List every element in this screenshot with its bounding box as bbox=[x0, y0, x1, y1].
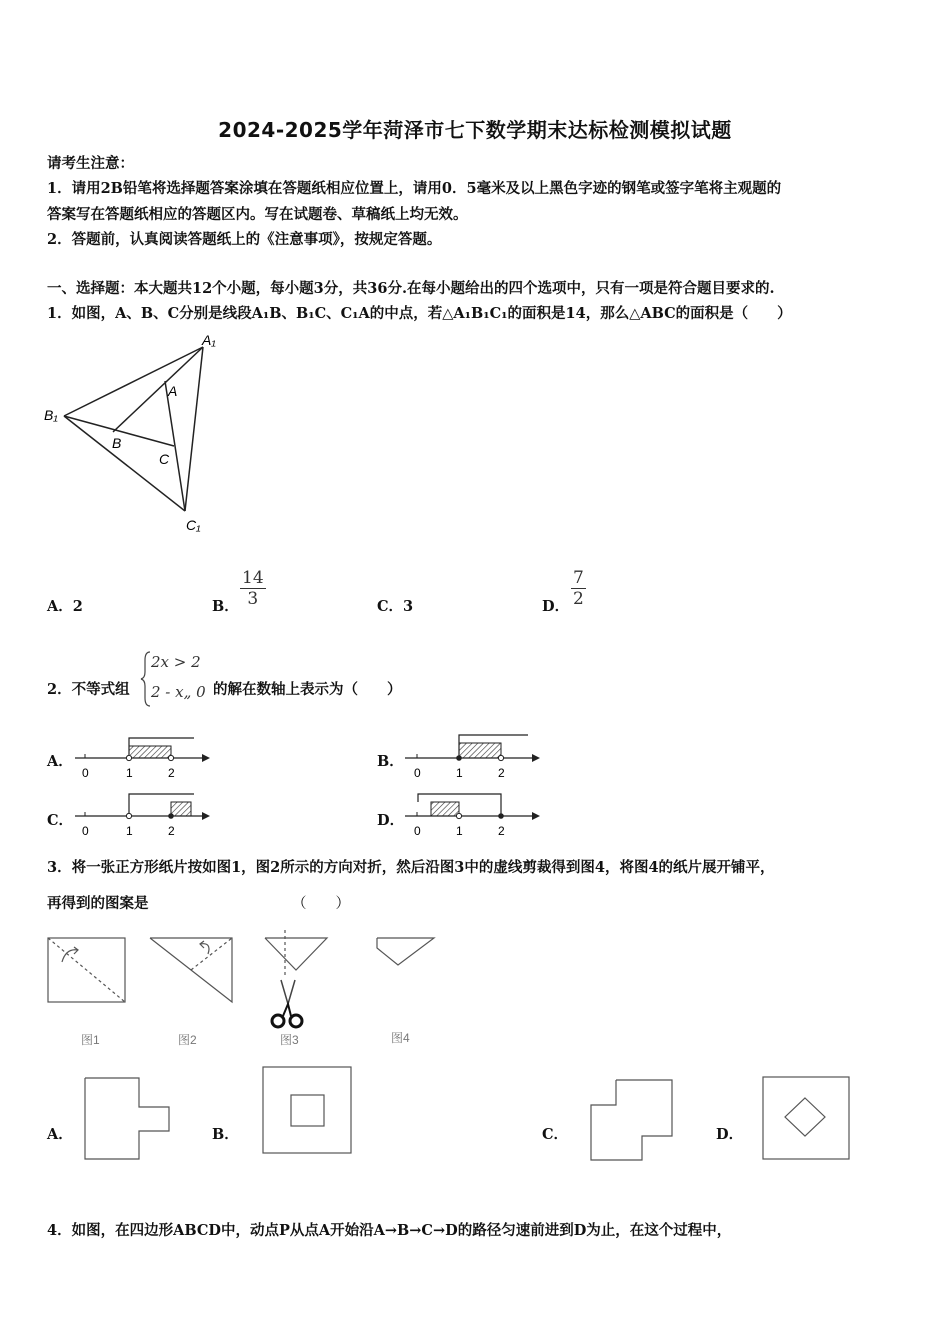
notice-line-1a: 1．请用2B铅笔将选择题答案涂填在答题纸相应位置上，请用0．5毫米及以上黑色字迹的钢笔或签字笔将主观题的 bbox=[47, 180, 782, 197]
q2-inequality-1: 2x > 2 bbox=[151, 653, 201, 671]
q2-prefix: 2．不等式组 bbox=[47, 681, 130, 698]
fig1-caption: 图1 bbox=[81, 1033, 100, 1047]
edge-a1-b1 bbox=[64, 347, 203, 416]
fig1-fold-line bbox=[48, 938, 125, 1002]
tick-2: 2 bbox=[168, 766, 175, 780]
q3-answer-paren: （ ） bbox=[292, 896, 350, 912]
q3-option-c-shape bbox=[588, 1077, 676, 1163]
q2-option-a-label[interactable]: A． bbox=[47, 753, 73, 770]
fig3-triangle bbox=[265, 938, 327, 970]
q1-option-a[interactable] bbox=[47, 595, 83, 616]
fraction-numerator: 14 bbox=[242, 568, 264, 588]
q2-option-c-label[interactable]: C． bbox=[47, 812, 74, 829]
notice-line-2: 2．答题前，认真阅读答题纸上的《注意事项》，按规定答题。 bbox=[47, 231, 442, 248]
q2-option-b-numberline bbox=[400, 730, 545, 782]
q3-option-b-label[interactable]: B． bbox=[212, 1126, 239, 1143]
q2-option-d-numberline bbox=[400, 790, 545, 842]
tick-0: 0 bbox=[414, 766, 421, 780]
fig2-fold-line bbox=[191, 938, 232, 970]
section-heading: 一、选择题：本大题共12个小题，每小题3分，共36分.在每小题给出的四个选项中，只有一项是符合题目要求的. bbox=[47, 280, 775, 297]
q2-option-a-numberline bbox=[70, 730, 215, 782]
tick-0: 0 bbox=[82, 824, 89, 838]
label-c: C bbox=[159, 451, 170, 467]
q2-inequality-2: 2 - x„ 0 bbox=[151, 683, 206, 701]
tick-2: 2 bbox=[498, 766, 505, 780]
tick-1: 1 bbox=[126, 824, 133, 838]
q3-option-c-label[interactable]: C． bbox=[542, 1126, 569, 1143]
label-b1: B₁ bbox=[44, 407, 58, 423]
q3-folding-figures bbox=[40, 930, 460, 1055]
tick-1: 1 bbox=[456, 766, 463, 780]
label-a1: A₁ bbox=[202, 332, 216, 348]
q2-option-d-label[interactable]: D． bbox=[377, 812, 405, 829]
option-label: A． bbox=[47, 598, 73, 615]
option-value: 3 bbox=[403, 598, 414, 615]
q3-option-b-shape bbox=[260, 1064, 356, 1156]
q4-stem: 4．如图，在四边形ABCD中，动点P从点A开始沿A→B→C→D的路径匀速前进到D为止，在这个过程中， bbox=[47, 1222, 732, 1239]
option-label: C． bbox=[377, 598, 404, 615]
notice-heading: 请考生注意： bbox=[47, 155, 134, 172]
edge-c1-a1 bbox=[185, 347, 203, 511]
q1-stem: 1．如图，A、B、C分别是线段A₁B、B₁C、C₁A的中点，若△A₁B₁C₁的面积是14，那么△ABC的面积是（ ） bbox=[47, 305, 792, 322]
q1-option-d-fraction bbox=[571, 568, 586, 609]
label-a: A bbox=[168, 383, 178, 399]
scissors-icon bbox=[272, 980, 302, 1027]
q2-option-c-numberline bbox=[70, 790, 215, 842]
fig3-caption: 图3 bbox=[280, 1033, 299, 1047]
q1-option-c[interactable] bbox=[377, 595, 413, 616]
fig2-caption: 图2 bbox=[178, 1033, 197, 1047]
fraction-denominator: 3 bbox=[247, 589, 259, 609]
tick-1: 1 bbox=[456, 824, 463, 838]
segment-a1-b bbox=[113, 347, 203, 432]
q3-option-a-shape bbox=[82, 1074, 172, 1164]
tick-0: 0 bbox=[414, 824, 421, 838]
fig4-caption: 图4 bbox=[391, 1031, 410, 1045]
q1-triangle-figure bbox=[40, 328, 240, 543]
fig1-arrowhead bbox=[74, 947, 78, 954]
q2-option-b-label[interactable]: B． bbox=[377, 753, 404, 770]
page-title: 2024-2025学年菏泽市七下数学期末达标检测模拟试题 bbox=[218, 118, 732, 142]
fraction-numerator: 7 bbox=[573, 568, 584, 588]
option-value: 2 bbox=[72, 598, 83, 615]
q3-option-a-label[interactable]: A． bbox=[47, 1126, 73, 1143]
q3-option-d-shape bbox=[760, 1074, 852, 1162]
fig4-shape bbox=[377, 938, 434, 965]
q2-suffix: 的解在数轴上表示为（ ） bbox=[213, 681, 402, 698]
q1-option-b-label[interactable]: B． bbox=[212, 598, 239, 615]
tick-2: 2 bbox=[498, 824, 505, 838]
q3-stem-line-2: 再得到的图案是 bbox=[47, 895, 149, 912]
tick-2: 2 bbox=[168, 824, 175, 838]
fraction-denominator: 2 bbox=[573, 589, 584, 609]
tick-0: 0 bbox=[82, 766, 89, 780]
notice-line-1b: 答案写在答题纸相应的答题区内。写在试题卷、草稿纸上均无效。 bbox=[47, 206, 468, 223]
q1-option-d-label[interactable]: D． bbox=[542, 598, 570, 615]
q3-option-d-label[interactable]: D． bbox=[716, 1126, 744, 1143]
label-b: B bbox=[112, 435, 122, 451]
segment-c1-a bbox=[165, 381, 185, 511]
q3-stem-line-1: 3．将一张正方形纸片按如图1，图2所示的方向对折，然后沿图3中的虚线剪裁得到图4，将图4的纸片展开铺平， bbox=[47, 859, 775, 876]
q1-option-b-fraction bbox=[240, 568, 266, 609]
label-c1: C₁ bbox=[186, 517, 201, 533]
tick-1: 1 bbox=[126, 766, 133, 780]
fig2-arrowhead bbox=[200, 941, 204, 948]
